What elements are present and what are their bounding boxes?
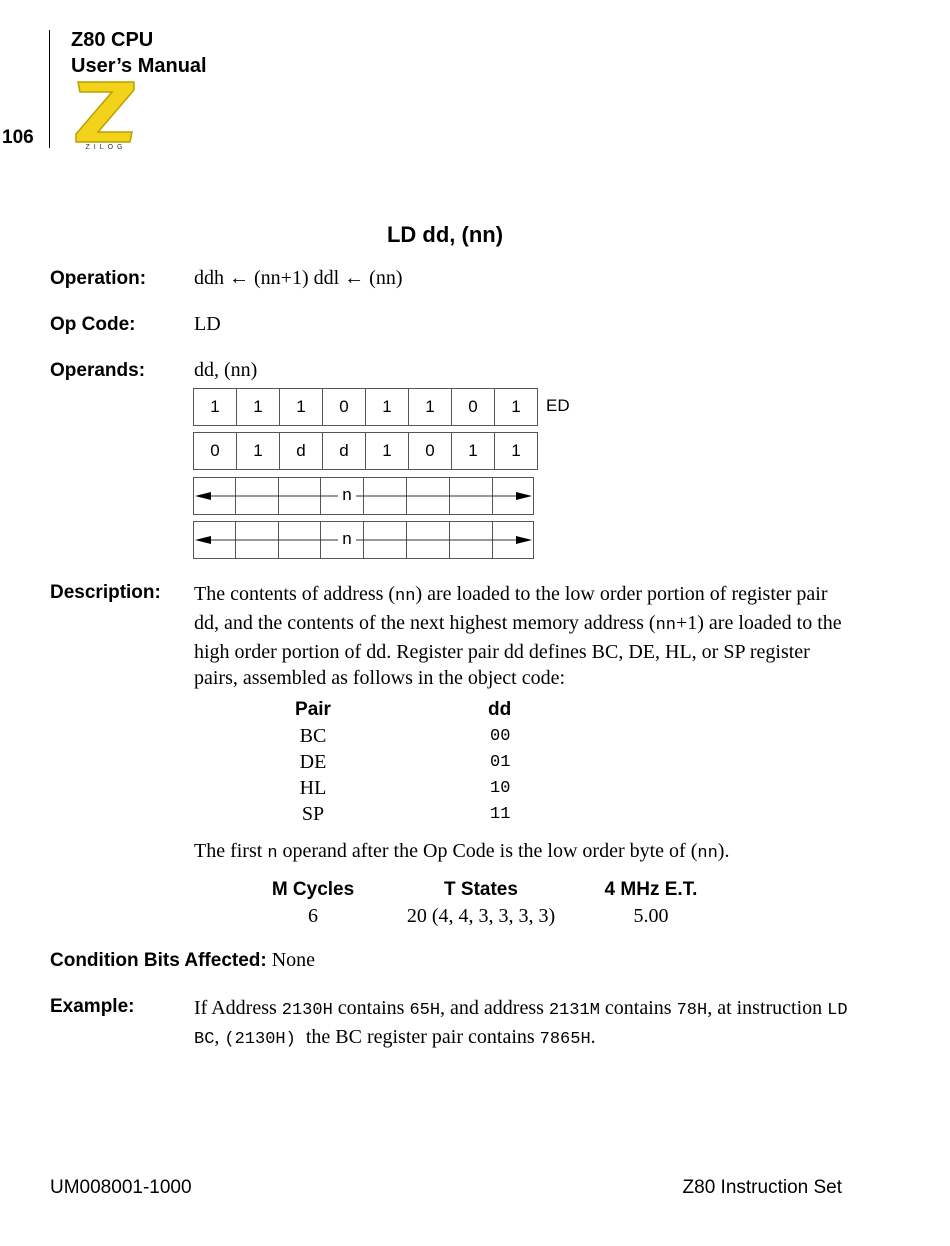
t-states-header: T States [444,878,518,900]
document-id: UM008001-1000 [50,1177,192,1198]
timing-table [250,876,716,930]
opcode-byte-2 [193,432,538,470]
operand-n-label: n [338,529,355,548]
description-text: The contents of address (nn) are loaded to the low order portion of register pair dd, and the contents of the next highest memory address (nn+1) are loaded to the high order portion of dd. Register pair dd defines BC, DE, HL, or SP register pairs, assembled as follows in the object code: [194,583,842,689]
bit-cell: 1 [366,389,409,425]
pair-cell: SP [301,802,325,825]
dd-column-header: dd [488,699,512,720]
pair-cell: DE [299,750,327,773]
t-states-value: 20 (4, 4, 3, 3, 3, 3) [406,905,556,927]
et-header: 4 MHz E.T. [604,878,698,900]
bit-cell: 0 [323,389,366,425]
bit-cell: 0 [194,433,237,469]
table-row [270,775,606,801]
bit-cell: 1 [237,389,280,425]
description-label: Description: [50,582,161,603]
operation-label: Operation: [50,268,147,289]
operand-byte-n-high [193,521,535,559]
opcode-byte-1 [193,388,538,426]
register-pair-table [270,697,606,827]
bit-cell: 1 [237,433,280,469]
pair-cell: HL [299,776,327,799]
manual-title-line2: User’s Manual [71,55,207,77]
bit-cell: 1 [409,389,452,425]
timing-values-row [250,903,716,930]
bit-cell: 1 [495,389,538,425]
m-cycles-header: M Cycles [271,878,355,900]
et-value: 5.00 [633,905,669,927]
bit-cell: d [280,433,323,469]
timing-header-row [250,876,716,903]
instruction-title: LD dd, (nn) [386,222,504,247]
section-name: Z80 Instruction Set [682,1177,842,1198]
bit-cell: 1 [280,389,323,425]
operands-value: dd, (nn) [194,359,258,381]
zilog-logo [72,78,140,150]
bit-cell: 1 [452,433,495,469]
condition-bits-value: None [271,949,316,971]
operand-order-note: The first n operand after the Op Code is the low order byte of (nn). [194,840,730,863]
dd-cell: 01 [490,752,511,772]
table-row [270,723,606,749]
dd-cell: 11 [490,804,511,824]
bit-cell: 0 [409,433,452,469]
manual-title [71,27,207,79]
operand-n-label: n [338,485,355,504]
condition-bits [50,949,315,972]
bit-cell: 1 [366,433,409,469]
operation-value: ddh ← (nn+1) ddl ← (nn) [194,267,403,289]
operands-label: Operands: [50,360,146,381]
dd-cell: 00 [490,726,511,746]
table-header-row [270,697,606,723]
manual-title-line1: Z80 CPU [71,29,154,51]
example-text: If Address 2130H contains 65H, and address 2131M contains 78H, at instruction LD BC, (2130H) the BC register pair contains 7865H. [194,997,848,1049]
operand-byte-n-low [193,477,535,515]
opcode-label: Op Code: [50,314,136,335]
condition-bits-label: Condition Bits Affected: [50,950,267,971]
pair-cell: BC [299,724,327,747]
bit-cell: 1 [495,433,538,469]
bit-cell: d [323,433,366,469]
dd-cell: 10 [490,778,511,798]
opcode-hex-label: ED [546,396,570,415]
m-cycles-value: 6 [308,905,318,927]
bit-cell: 1 [194,389,237,425]
opcode-value: LD [194,313,221,335]
header-divider [49,30,50,148]
logo-text: ZILOG [85,144,127,150]
example-label: Example: [50,996,135,1017]
pair-column-header: Pair [295,699,331,720]
table-row [270,801,606,827]
page-number: 106 [2,127,34,148]
bit-cell: 0 [452,389,495,425]
table-row [270,749,606,775]
